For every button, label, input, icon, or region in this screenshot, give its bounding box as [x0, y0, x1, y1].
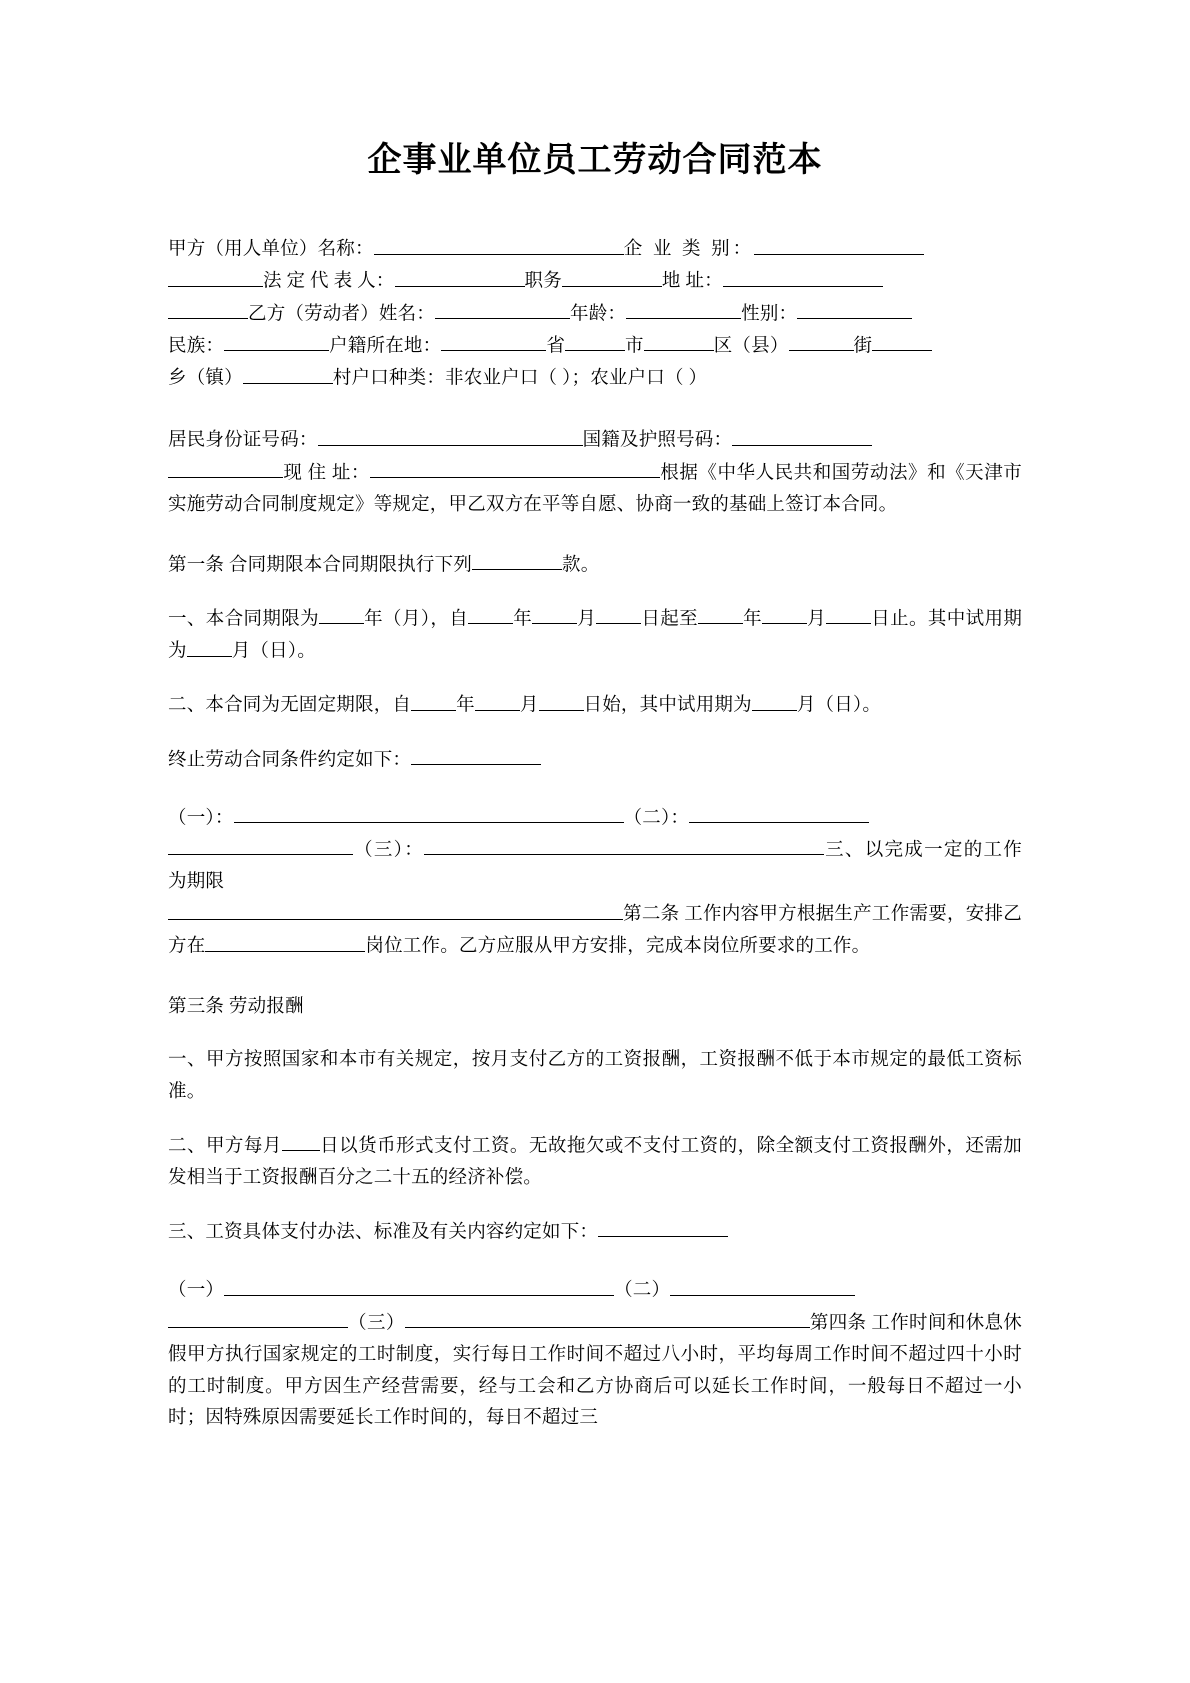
identity-line-1 — [168, 425, 1022, 457]
condition-2-label: （二）： — [623, 808, 690, 829]
gender-label: 性别： — [741, 304, 798, 325]
condition-4-text: 三、以完成一定的工作为期限 — [168, 840, 1022, 893]
term-label-2: 年（月），自 — [363, 609, 469, 630]
termination-condition-line — [168, 745, 1022, 777]
legal-rep-lead-blank[interactable] — [168, 266, 263, 286]
article-3-item-2 — [168, 1131, 1022, 1195]
article-1-heading-text: 第一条 合同期限本合同期限执行下列 — [168, 555, 473, 576]
id-number-label: 居民身份证号码： — [168, 430, 318, 451]
payday-text: 日以货币形式支付工资。无故拖欠或不支付工资的，除全额支付工资报酬外，还需加发相当于工资报酬百分之二十五的经济补偿。 — [168, 1136, 1023, 1189]
party-a-name-label: 甲方（用人单位）名称： — [168, 239, 374, 260]
gender-blank[interactable] — [797, 299, 912, 319]
passport-blank[interactable] — [732, 425, 872, 445]
termination-label: 终止劳动合同条件约定如下： — [168, 750, 412, 770]
condition-1-blank[interactable] — [234, 803, 624, 823]
passport-label: 国籍及护照号码： — [582, 430, 733, 451]
parties-line-3 — [168, 299, 1022, 331]
party-a-name-blank[interactable] — [374, 234, 624, 254]
wage-sub-1-blank[interactable] — [224, 1275, 614, 1295]
condition-2-blank[interactable] — [689, 803, 869, 823]
conditions-line-1 — [168, 803, 1022, 835]
wage-sub-line-1 — [168, 1275, 1022, 1307]
article-3-item-3 — [168, 1217, 1022, 1249]
termination-blank[interactable] — [411, 745, 541, 765]
party-b-name-blank[interactable] — [435, 299, 570, 319]
term-blank-3[interactable] — [532, 604, 577, 624]
household-label: 户籍所在地： — [329, 336, 442, 357]
term-label-7: 月 — [807, 609, 827, 630]
age-blank[interactable] — [626, 299, 741, 319]
openterm-blank-3[interactable] — [539, 690, 584, 710]
district-label: 区（县） — [713, 336, 789, 357]
openterm-label-2: 年 — [456, 695, 475, 716]
article-2-head-text: 第二条 工作内容甲方根据生产工作需要，安排乙方在 — [168, 904, 1022, 957]
legal-rep-label: 法 定 代 表 人： — [263, 271, 395, 292]
province-blank[interactable] — [565, 331, 625, 351]
condition-2-cont-blank[interactable] — [168, 835, 353, 855]
article-3-heading: 第三条 劳动报酬 — [168, 996, 304, 1017]
household-blank[interactable] — [441, 331, 546, 351]
id-number-blank[interactable] — [318, 425, 583, 445]
address-blank[interactable] — [723, 266, 883, 286]
ethnicity-label: 民族： — [168, 336, 225, 357]
article-3-item-1: 一、甲方按照国家和本市有关规定，按月支付乙方的工资报酬，工资报酬不低于本市规定的最低工资标准。 — [168, 1050, 1022, 1103]
wage-method-blank[interactable] — [598, 1217, 728, 1237]
party-b-name-label: 乙方（劳动者）姓名： — [248, 304, 436, 325]
openterm-label-1: 二、本合同为无固定期限，自 — [168, 695, 412, 716]
current-address-lead-blank[interactable] — [168, 458, 283, 478]
address-label: 地 址： — [661, 271, 723, 292]
term-blank-2[interactable] — [468, 604, 513, 624]
wage-sub-3-label: （三） — [348, 1312, 405, 1333]
term-blank-7[interactable] — [826, 604, 871, 624]
term-label-3: 年 — [513, 609, 533, 630]
openterm-blank-4[interactable] — [752, 690, 797, 710]
term-label-6: 年 — [742, 609, 763, 630]
party-b-lead-blank[interactable] — [168, 299, 248, 319]
term-label-1: 一、本合同期限为 — [168, 609, 319, 630]
ethnicity-blank[interactable] — [224, 331, 329, 351]
article-1-clause-blank[interactable] — [472, 550, 562, 570]
household-type-label: 村户口种类：非农业户口（ ）；农业户口（ ） — [332, 368, 708, 389]
payday-label: 二、甲方每月 — [168, 1136, 282, 1157]
street-blank[interactable] — [872, 331, 932, 351]
term-label-8: 日止。其中试用期为 — [168, 609, 1023, 662]
enterprise-type-blank[interactable] — [754, 234, 924, 254]
payday-blank[interactable] — [282, 1131, 320, 1151]
wage-method-label: 三、工资具体支付办法、标准及有关内容约定如下： — [168, 1222, 599, 1243]
page-title: 企事业单位员工劳动合同范本 — [367, 140, 823, 180]
term-blank-1[interactable] — [319, 604, 364, 624]
city-blank[interactable] — [644, 331, 714, 351]
township-label: 乡（镇） — [168, 368, 243, 389]
enterprise-type-label: 企 业 类 别： — [623, 239, 755, 260]
condition-1-label: （一）： — [168, 808, 234, 829]
term-blank-5[interactable] — [698, 604, 743, 624]
province-label: 省 — [546, 336, 566, 357]
identity-line-2 — [168, 458, 1022, 522]
parties-line-1 — [168, 234, 1022, 266]
article-1-item-1 — [168, 604, 1022, 668]
term-label-4: 月 — [577, 609, 597, 630]
position-label: 职务 — [524, 271, 562, 292]
openterm-label-3: 月 — [519, 695, 539, 716]
wage-sub-3-blank[interactable] — [405, 1308, 810, 1328]
legal-basis-text: 根据《中华人民共和国劳动法》和《天津市实施劳动合同制度规定》等规定，甲乙双方在平等自愿、协商一致的基础上签订本合同。 — [168, 463, 1022, 515]
article-2-tail-text: 岗位工作。乙方应服从甲方安排，完成本岗位所要求的工作。 — [365, 936, 871, 957]
condition-3-blank[interactable] — [424, 835, 824, 855]
openterm-blank-1[interactable] — [411, 690, 456, 710]
openterm-label-5: 月（日）。 — [796, 695, 882, 716]
street-label: 街 — [853, 336, 873, 357]
wage-subitems-block — [168, 1275, 1022, 1435]
task-term-blank[interactable] — [168, 899, 623, 919]
openterm-blank-2[interactable] — [475, 690, 520, 710]
position-blank[interactable] — [562, 266, 662, 286]
wage-sub-line-2 — [168, 1308, 1022, 1436]
legal-rep-blank[interactable] — [395, 266, 525, 286]
article-1-heading — [168, 550, 1022, 582]
article-1-item-2 — [168, 690, 1022, 722]
parties-line-4 — [168, 331, 1022, 363]
current-address-label: 现 住 址： — [283, 463, 370, 484]
conditions-line-2 — [168, 835, 1022, 899]
wage-sub-2-blank[interactable] — [670, 1275, 855, 1295]
current-address-blank[interactable] — [370, 458, 660, 478]
district-blank[interactable] — [789, 331, 854, 351]
article-1-heading-tail: 款。 — [562, 555, 600, 576]
parties-block — [168, 234, 1022, 395]
township-blank[interactable] — [243, 363, 333, 383]
identity-block — [168, 425, 1022, 521]
term-blank-6[interactable] — [762, 604, 807, 624]
age-label: 年龄： — [570, 304, 627, 325]
wage-sub-2-cont-blank[interactable] — [168, 1308, 348, 1328]
parties-line-5 — [168, 363, 1022, 395]
parties-line-2 — [168, 266, 1022, 298]
conditions-block — [168, 803, 1022, 964]
term-blank-4[interactable] — [596, 604, 641, 624]
city-label: 市 — [625, 336, 644, 357]
term-blank-8[interactable] — [187, 636, 232, 656]
wage-sub-1-label: （一） — [168, 1280, 225, 1301]
conditions-line-3 — [168, 899, 1022, 963]
post-blank[interactable] — [205, 931, 365, 951]
condition-3-label: （三）： — [353, 840, 425, 861]
article-4-head-text: 第四条 工作时间和休息休假甲方执行国家规定的工时制度，实行每日工作时间不超过八小时，平均每周工作时间不超过四十小时的工时制度。甲方因生产经营需要，经与工会和乙方协商后可以延长工作时间，一般每日不超过一小时；因特殊原因需要延长工作时间的，每日不超过三 — [168, 1312, 1022, 1429]
term-label-5: 日起至 — [641, 609, 698, 630]
term-label-9: 月（日）。 — [231, 641, 316, 662]
wage-sub-2-label: （二） — [614, 1280, 671, 1301]
openterm-label-4: 日始，其中试用期为 — [583, 695, 752, 716]
